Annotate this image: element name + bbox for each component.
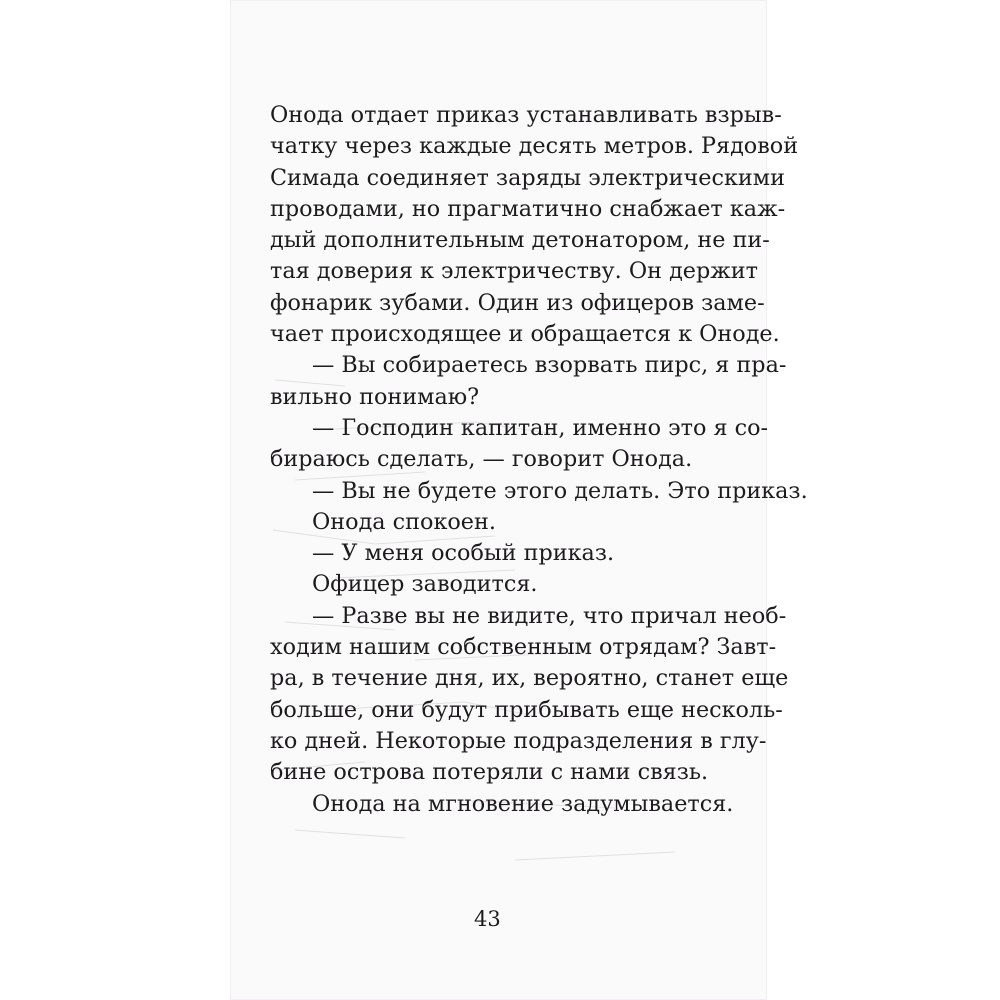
text-line: — Вы не будете этого делать. Это приказ.: [312, 477, 808, 504]
text-line: — У меня особый приказ.: [312, 540, 615, 567]
text-line: Симада соединяет заряды электрическими: [270, 164, 785, 191]
text-line: фонарик зубами. Один из офицеров заме-: [270, 289, 765, 316]
text-line: вильно понимаю?: [270, 383, 480, 410]
text-line: проводами, но прагматично снабжает каж-: [270, 195, 786, 222]
text-line: ра, в течение дня, их, вероятно, станет еще: [270, 665, 789, 692]
body-text: [270, 100, 808, 820]
text-line: — Господин капитан, именно это я со-: [312, 414, 769, 441]
text-line: чатку через каждые десять метров. Рядовой: [270, 133, 799, 160]
text-line: больше, они будут прибывать еще несколь-: [270, 696, 783, 723]
page-number: 43: [474, 907, 501, 931]
text-line: бине острова потеряли с нами связь.: [270, 759, 709, 786]
text-line: — Вы собираетесь взорвать пирс, я пра-: [312, 352, 787, 379]
text-line: — Разве вы не видите, что причал необ-: [312, 602, 787, 629]
text-line: Офицер заводится.: [312, 571, 538, 598]
text-line: дый дополнительным детонатором, не пи-: [270, 227, 770, 254]
text-line: Онода спокоен.: [312, 508, 496, 535]
text-line: бираюсь сделать, — говорит Онода.: [270, 446, 693, 473]
text-line: ходим нашим собственным отрядам? Завт-: [270, 634, 777, 661]
text-line: тая доверия к электричеству. Он держит: [270, 258, 758, 285]
text-line: Онода отдает приказ устанавливать взрыв-: [270, 102, 782, 128]
text-line: Онода на мгновение задумывается.: [312, 790, 734, 817]
text-line: чает происходящее и обращается к Оноде.: [270, 321, 780, 348]
text-line: ко дней. Некоторые подразделения в глу-: [270, 727, 767, 754]
